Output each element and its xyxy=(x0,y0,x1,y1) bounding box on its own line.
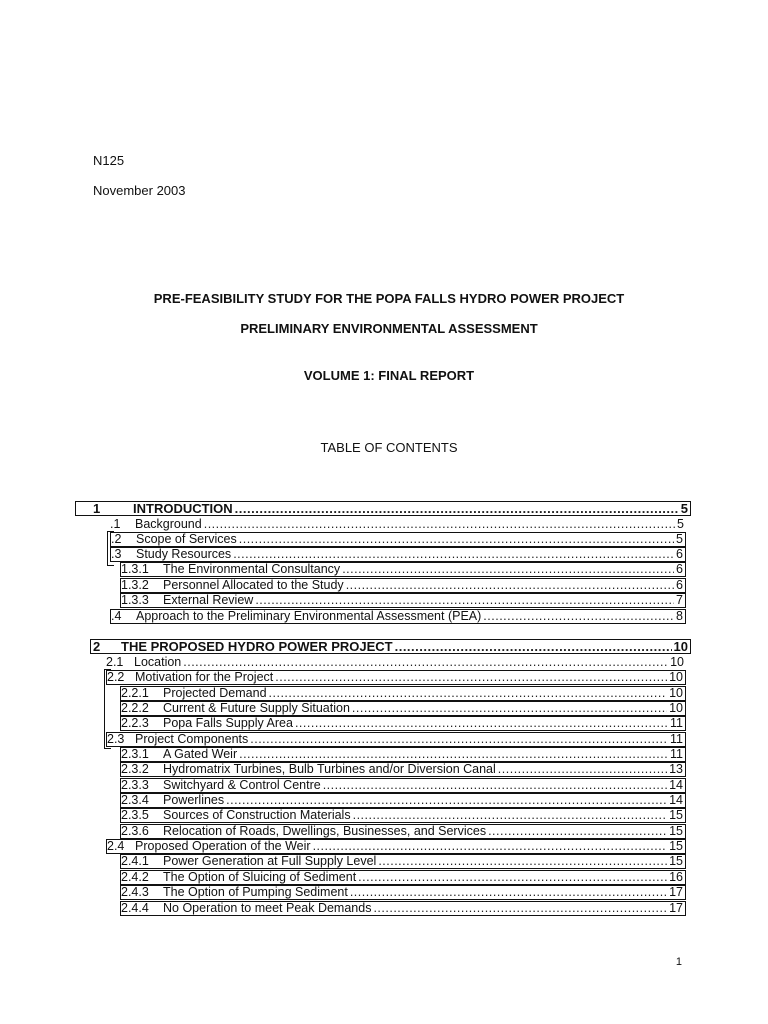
toc-entry-number: 2.3.4 xyxy=(121,793,149,807)
toc-entry-label: No Operation to meet Peak Demands xyxy=(163,901,372,915)
toc-leader-dots xyxy=(226,793,667,808)
toc-entry-label: Switchyard & Control Centre xyxy=(163,778,321,792)
toc-entry-label: Current & Future Supply Situation xyxy=(163,701,350,715)
toc-entry-label: Hydromatrix Turbines, Bulb Turbines and/or Diversion Canal xyxy=(163,762,496,776)
toc-leader-dots xyxy=(346,578,674,593)
toc-entry-number: 1.3.1 xyxy=(121,562,149,576)
toc-entry-page: 5 xyxy=(680,501,688,516)
toc-entry-page: 10 xyxy=(669,686,683,700)
toc-entry-2-4-1[interactable] xyxy=(120,854,686,869)
toc-entry-page: 5 xyxy=(676,532,683,546)
report-volume: VOLUME 1: FINAL REPORT xyxy=(303,368,475,383)
toc-entry-number: 2.4 xyxy=(107,839,125,853)
toc-heading: TABLE OF CONTENTS xyxy=(320,440,458,455)
report-subtitle: PRELIMINARY ENVIRONMENTAL ASSESSMENT xyxy=(240,321,538,336)
toc-entry-1-3-1[interactable] xyxy=(120,562,686,577)
toc-entry-1[interactable] xyxy=(75,501,691,516)
toc-entry-label: INTRODUCTION xyxy=(133,501,233,516)
toc-leader-dots xyxy=(269,686,668,701)
toc-entry-label: Relocation of Roads, Dwellings, Businesses, and Services xyxy=(163,824,487,838)
toc-entry-2-4-4[interactable] xyxy=(120,901,686,916)
toc-entry-1-1[interactable] xyxy=(110,517,686,532)
toc-entry-number: 2.4.1 xyxy=(121,854,149,868)
toc-entry-page: 6 xyxy=(676,578,683,592)
toc-entry-label: A Gated Weir xyxy=(163,747,238,761)
toc-leader-dots xyxy=(358,870,667,885)
page-number: 1 xyxy=(675,956,682,968)
toc-leader-dots xyxy=(275,670,667,685)
toc-entry-label: Proposed Operation of the Weir xyxy=(135,839,311,853)
toc-entry-page: 15 xyxy=(669,824,683,838)
toc-entry-page: 6 xyxy=(676,547,683,561)
toc-entry-number: 2.3.1 xyxy=(121,747,149,761)
toc-entry-page: 11 xyxy=(670,716,683,730)
toc-leader-dots xyxy=(255,593,674,608)
toc-entry-number: 2.2 xyxy=(107,670,125,684)
toc-entry-number: 1.3.2 xyxy=(121,578,149,592)
toc-entry-1-4[interactable] xyxy=(110,609,686,624)
toc-group-bracket xyxy=(104,669,111,749)
toc-entry-page: 5 xyxy=(677,517,684,531)
toc-entry-2-2-3[interactable] xyxy=(120,716,686,731)
toc-entry-2-4-2[interactable] xyxy=(120,870,686,885)
toc-leader-dots xyxy=(204,517,675,532)
toc-entry-2-2-1[interactable] xyxy=(120,686,686,701)
toc-entry-label: Motivation for the Project xyxy=(135,670,274,684)
toc-entry-2-2[interactable] xyxy=(106,670,686,685)
toc-leader-dots xyxy=(313,839,668,854)
toc-leader-dots xyxy=(353,808,668,823)
toc-entry-page: 10 xyxy=(670,655,684,669)
toc-entry-number: 2.4.2 xyxy=(121,870,149,884)
toc-leader-dots xyxy=(295,716,668,731)
toc-leader-dots xyxy=(373,901,667,916)
toc-entry-page: 11 xyxy=(670,732,683,746)
toc-leader-dots xyxy=(235,501,679,516)
toc-entry-label: The Environmental Consultancy xyxy=(163,562,341,576)
toc-entry-label: Projected Demand xyxy=(163,686,267,700)
toc-entry-2[interactable] xyxy=(90,639,691,654)
toc-entry-page: 10 xyxy=(669,701,683,715)
toc-entry-label: The Option of Sluicing of Sediment xyxy=(163,870,357,884)
toc-entry-label: Approach to the Preliminary Environmental Assessment (PEA) xyxy=(136,609,482,623)
toc-entry-page: 14 xyxy=(669,778,683,792)
toc-entry-number: 1 xyxy=(93,501,101,516)
toc-entry-2-4[interactable] xyxy=(106,839,686,854)
toc-entry-label: Sources of Construction Materials xyxy=(163,808,351,822)
toc-entry-page: 16 xyxy=(669,870,683,884)
toc-entry-label: Personnel Allocated to the Study xyxy=(163,578,344,592)
toc-entry-2-3[interactable] xyxy=(106,732,686,747)
toc-entry-label: Project Components xyxy=(135,732,249,746)
toc-leader-dots xyxy=(323,778,667,793)
toc-leader-dots xyxy=(488,824,667,839)
toc-entry-label: The Option of Pumping Sediment xyxy=(163,885,348,899)
toc-entry-2-3-4[interactable] xyxy=(120,793,686,808)
toc-entry-label: Scope of Services xyxy=(136,532,237,546)
toc-entry-label: Location xyxy=(134,655,182,669)
toc-entry-number: 2.3 xyxy=(107,732,125,746)
toc-entry-page: 13 xyxy=(669,762,683,776)
toc-entry-number: 2.1 xyxy=(106,655,124,669)
toc-entry-2-4-3[interactable] xyxy=(120,885,686,900)
toc-entry-page: 8 xyxy=(676,609,683,623)
toc-entry-number: .4 xyxy=(111,609,122,623)
document-date: November 2003 xyxy=(93,183,186,198)
toc-entry-number: .1 xyxy=(110,517,121,531)
toc-entry-2-1[interactable] xyxy=(106,655,686,670)
toc-entry-page: 15 xyxy=(669,808,683,822)
toc-entry-label: Study Resources xyxy=(136,547,232,561)
toc-entry-1-3-3[interactable] xyxy=(120,593,686,608)
toc-entry-label: Powerlines xyxy=(163,793,225,807)
toc-leader-dots xyxy=(342,562,674,577)
toc-entry-number: 2.2.3 xyxy=(121,716,149,730)
toc-entry-1-3-2[interactable] xyxy=(120,578,686,593)
toc-entry-2-3-5[interactable] xyxy=(120,808,686,823)
toc-entry-label: External Review xyxy=(163,593,254,607)
toc-entry-number: 2.2.1 xyxy=(121,686,149,700)
toc-entry-1-2[interactable] xyxy=(110,532,686,547)
toc-entry-label: Popa Falls Supply Area xyxy=(163,716,293,730)
toc-leader-dots xyxy=(350,885,667,900)
toc-entry-number: .3 xyxy=(111,547,122,561)
toc-entry-number: .2 xyxy=(111,532,122,546)
toc-entry-number: 2.2.2 xyxy=(121,701,149,715)
toc-leader-dots xyxy=(378,854,667,869)
toc-entry-page: 15 xyxy=(669,854,683,868)
toc-entry-2-3-1[interactable] xyxy=(120,747,686,762)
toc-entry-number: 2.4.4 xyxy=(121,901,149,915)
toc-leader-dots xyxy=(483,609,674,624)
toc-entry-label: Power Generation at Full Supply Level xyxy=(163,854,377,868)
toc-leader-dots xyxy=(239,747,668,762)
toc-leader-dots xyxy=(498,762,667,777)
toc-entry-page: 17 xyxy=(669,885,683,899)
toc-entry-number: 2 xyxy=(93,639,101,654)
toc-leader-dots xyxy=(239,532,674,547)
toc-entry-page: 7 xyxy=(676,593,683,607)
toc-entry-number: 2.4.3 xyxy=(121,885,149,899)
toc-entry-2-2-2[interactable] xyxy=(120,701,686,716)
toc-entry-2-3-2[interactable] xyxy=(120,762,686,777)
document-code: N125 xyxy=(93,153,125,168)
toc-leader-dots xyxy=(395,639,672,654)
toc-entry-2-3-6[interactable] xyxy=(120,824,686,839)
toc-entry-page: 11 xyxy=(670,747,683,761)
toc-entry-number: 2.3.6 xyxy=(121,824,149,838)
toc-entry-2-3-3[interactable] xyxy=(120,778,686,793)
toc-entry-page: 17 xyxy=(669,901,683,915)
toc-entry-number: 2.3.3 xyxy=(121,778,149,792)
toc-entry-page: 6 xyxy=(676,562,683,576)
toc-entry-label: THE PROPOSED HYDRO POWER PROJECT xyxy=(121,639,393,654)
toc-leader-dots xyxy=(250,732,668,747)
toc-leader-dots xyxy=(352,701,667,716)
report-title: PRE-FEASIBILITY STUDY FOR THE POPA FALLS HYDRO POWER PROJECT xyxy=(153,291,625,306)
toc-entry-number: 2.3.2 xyxy=(121,762,149,776)
toc-entry-page: 10 xyxy=(669,670,683,684)
toc-entry-label: Background xyxy=(135,517,202,531)
toc-entry-page: 10 xyxy=(673,639,688,654)
toc-leader-dots xyxy=(183,655,668,670)
toc-entry-number: 2.3.5 xyxy=(121,808,149,822)
toc-entry-number: 1.3.3 xyxy=(121,593,149,607)
toc-leader-dots xyxy=(233,547,674,562)
toc-group-bracket xyxy=(107,531,114,566)
toc-entry-page: 15 xyxy=(669,839,683,853)
toc-entry-1-3[interactable] xyxy=(110,547,686,562)
toc-entry-page: 14 xyxy=(669,793,683,807)
